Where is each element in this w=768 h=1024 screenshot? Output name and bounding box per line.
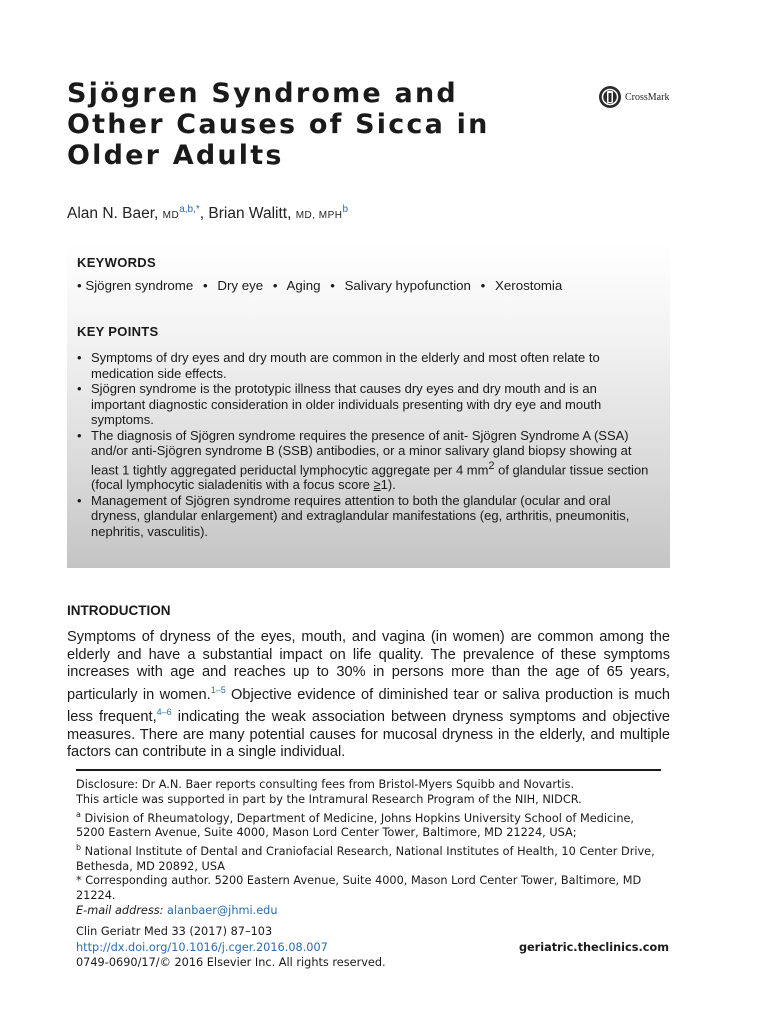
author-line: Alan N. Baer, $MD^{a,b,*}$, Brian Walitt, MD, MPH$^b$ (67, 204, 349, 223)
paragraph-text: Symptoms of dryness of the eyes, mouth, and vagina (in women) are common among the elderly and have a substantial impact on life quality. The prevalence of these symptoms increases with age and reaches up to 30% in persons more than the age of 65 years, particularly in women. (67, 629, 670, 703)
keyword-bullet: • (330, 278, 335, 293)
introduction-heading: INTRODUCTION (67, 603, 171, 618)
affiliation-mark: a (76, 809, 81, 819)
disclosure-note: Disclosure: Dr A.N. Baer reports consulting fees from Bristol-Myers Squibb and Novartis. (76, 778, 575, 791)
reference-link[interactable]: 1–5 (210, 684, 226, 695)
crossmark-icon (598, 85, 622, 109)
title-line: Sjögren Syndrome and (67, 78, 458, 109)
reference-link[interactable]: 4–6 (156, 707, 172, 718)
copyright: 0749-0690/17/© 2016 Elsevier Inc. All rights reserved. (76, 956, 386, 969)
author-degree: MD, MPH (295, 210, 343, 222)
affiliation-text: National Institute of Dental and Craniofacial Research, National Institutes of Health, 10 Center Drive, Bethesda, MD 20892, USA (76, 844, 655, 873)
key-point: • Symptoms of dry eyes and dry mouth are common in the elderly and most often relate to medication side effects. (77, 350, 652, 381)
crossmark-label: CrossMark (625, 91, 670, 103)
superscript: 2 (488, 459, 495, 472)
journal-site-link[interactable]: geriatric.theclinics.com (518, 940, 669, 954)
paragraph-text: indicating the weak association between dryness symptoms and objective measures. There are many potential causes for mucosal dryness in the elderly, and multiple factors can contribute in a single individual. (67, 709, 670, 761)
citation: Clin Geriatr Med 33 (2017) 87–103 (76, 925, 273, 938)
affiliation-a (76, 808, 661, 841)
key-point-text: of glandular tissue section (focal lymphocytic sialadenitis with a focus score (91, 461, 649, 493)
affiliation-text: Division of Rheumatology, Department of Medicine, Johns Hopkins University School of Medicine, 5200 Eastern Avenue, Suite 4000, Mason Lord Center Tower, Baltimore, MD 21224, USA; (76, 811, 635, 840)
key-point-text: The diagnosis of Sjögren syndrome requires the presence of anit- Sjögren Syndrome A (SSA) and/or anti-Sjögren syndrome B (SSB) antibodies, or a minor salivary gland biopsy showing at least 1 tightly aggregated periductal lymphocytic aggregate per 4 mm (91, 427, 632, 477)
journal-info (76, 924, 669, 971)
article-title (67, 78, 567, 171)
keyword: Salivary hypofunction (344, 278, 471, 293)
author-name: Alan N. Baer, (67, 205, 159, 223)
title-line: Older Adults (67, 140, 284, 171)
author-affiliation-marks[interactable]: b (342, 204, 349, 215)
keyword-bullet: • (480, 278, 486, 293)
keyword: Sjögren syndrome (85, 278, 194, 293)
key-point: • Sjögren syndrome is the prototypic illness that causes dry eyes and dry mouth and is an important diagnostic consideration in older individuals presenting with dry eye and mouth symptoms. (77, 381, 652, 428)
key-points-heading: KEY POINTS (77, 324, 159, 339)
key-points-list (77, 350, 652, 539)
email-label: E-mail address: (76, 903, 164, 917)
key-point: • Management of Sjögren syndrome requires attention to both the glandular (ocular and oral dryness, glandular enlargement) and extraglandular manifestations (eg, arthritis, pneumonitis, nephritis, vasculitis). (77, 493, 652, 540)
key-point (77, 428, 652, 493)
author-degree: MD (162, 210, 180, 222)
keywords-keypoints-box (67, 243, 670, 568)
geq-symbol: ≥ (373, 477, 381, 493)
paragraph-text: Objective evidence of diminished tear or saliva production is much less frequent, (67, 686, 670, 726)
email-line (76, 904, 661, 919)
keyword-bullet: • (202, 278, 208, 293)
affiliation-b (76, 841, 661, 874)
author-affiliation-marks[interactable]: a,b,* (179, 204, 200, 215)
key-point-text: 1). (380, 477, 396, 493)
keyword: Aging (286, 278, 321, 293)
keywords-list (77, 278, 562, 293)
keyword-bullet: • (77, 278, 82, 293)
keywords-heading: KEYWORDS (77, 255, 156, 270)
doi-link[interactable]: http://dx.doi.org/10.1016/j.cger.2016.08.007 (76, 940, 328, 954)
author-name: Brian Walitt, (208, 205, 292, 223)
introduction-paragraph (67, 629, 670, 762)
keyword: Dry eye (217, 278, 264, 293)
corresponding-author: * Corresponding author. 5200 Eastern Avenue, Suite 4000, Mason Lord Center Tower, Baltimore, MD 21224. (76, 874, 642, 903)
footnotes (76, 778, 661, 919)
support-note: This article was supported in part by the Intramural Research Program of the NIH, NIDCR. (76, 792, 582, 806)
keyword: Xerostomia (495, 278, 563, 293)
keyword-bullet: • (272, 278, 278, 293)
crossmark-badge[interactable] (598, 85, 669, 109)
email-link[interactable]: alanbaer@jhmi.edu (167, 903, 278, 917)
affiliation-mark: b (76, 842, 82, 852)
footnote-divider (76, 769, 661, 771)
title-line: Other Causes of Sicca in (67, 109, 490, 140)
